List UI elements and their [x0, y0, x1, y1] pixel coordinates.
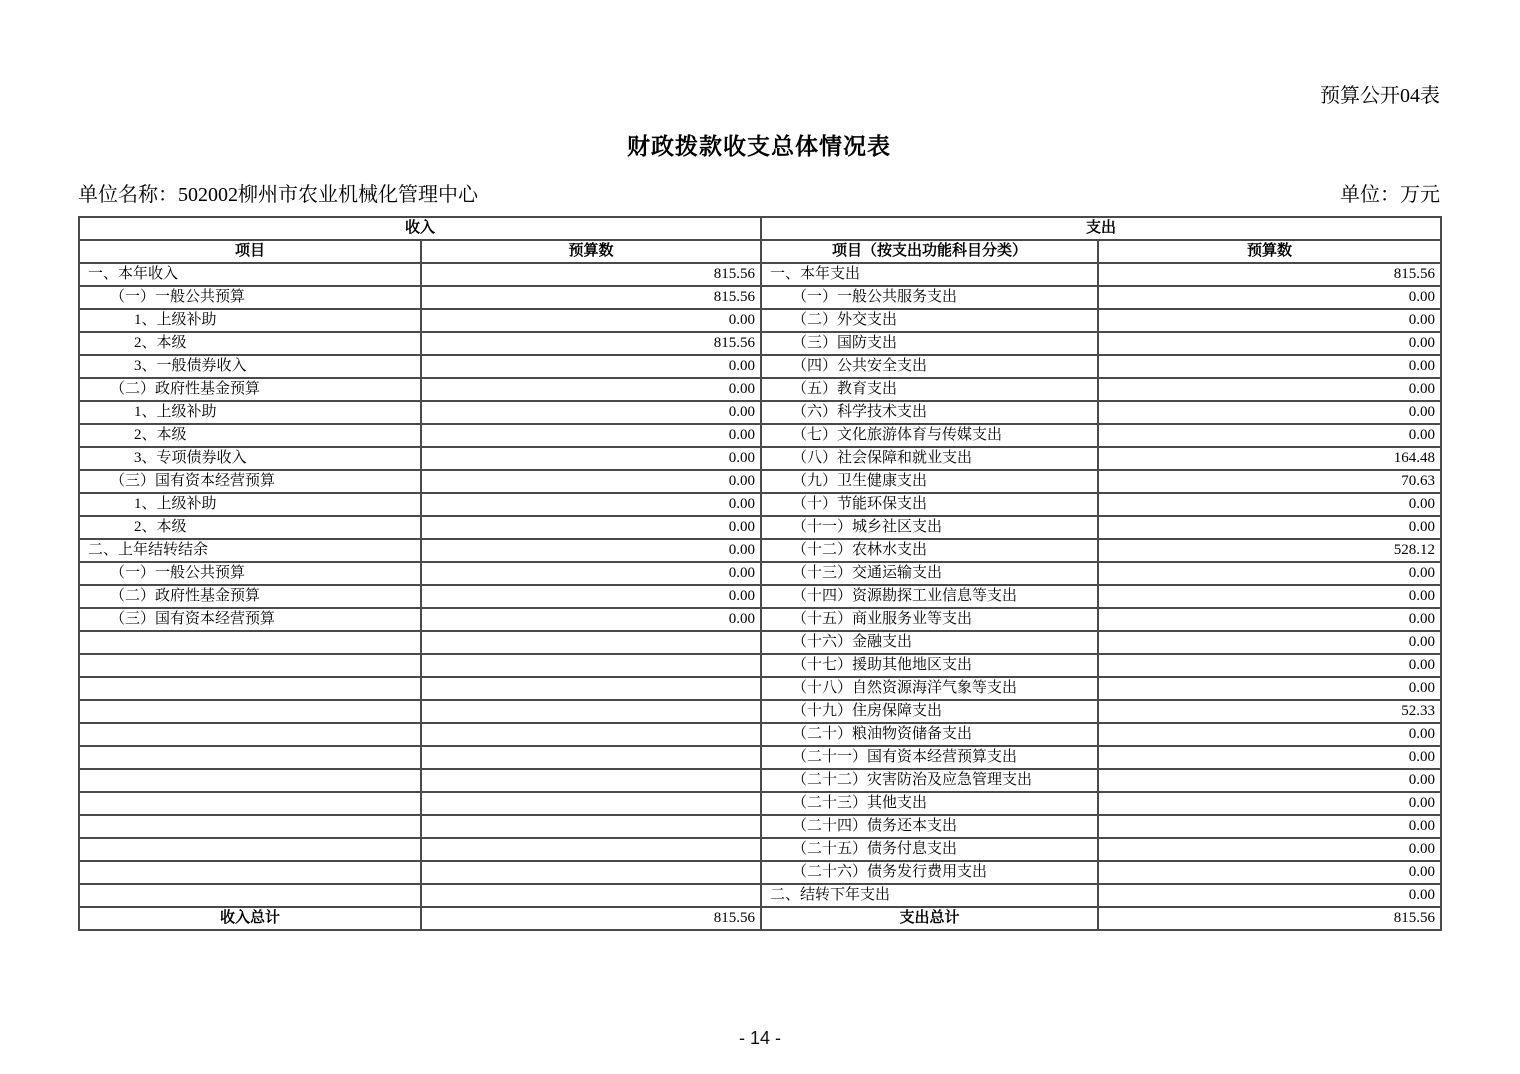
income-value-cell: 0.00: [421, 309, 761, 332]
expenditure-item-cell: （十八）自然资源海洋气象等支出: [761, 677, 1098, 700]
expenditure-item-column-header: 项目（按支出功能科目分类）: [761, 240, 1098, 263]
expenditure-item-cell: （二十）粮油物资储备支出: [761, 723, 1098, 746]
expenditure-value-cell: 0.00: [1098, 769, 1441, 792]
table-body: [79, 263, 1441, 907]
expenditure-value-cell: 0.00: [1098, 585, 1441, 608]
expenditure-item-cell: （七）文化旅游体育与传媒支出: [761, 424, 1098, 447]
page-title: 财政拨款收支总体情况表: [627, 134, 891, 159]
income-value-cell: 0.00: [421, 470, 761, 493]
expenditure-item-cell: （十三）交通运输支出: [761, 562, 1098, 585]
expenditure-value-cell: 0.00: [1098, 746, 1441, 769]
doc-label: 预算公开04表: [1320, 85, 1440, 107]
expenditure-value-cell: 815.56: [1098, 263, 1441, 286]
income-item-cell: [79, 723, 421, 746]
expenditure-item-cell: （一）一般公共服务支出: [761, 286, 1098, 309]
section-header-row: [79, 217, 1441, 240]
expenditure-item-cell: （二十三）其他支出: [761, 792, 1098, 815]
budget-table-header: [79, 217, 1441, 263]
expenditure-item-cell: （二十二）灾害防治及应急管理支出: [761, 769, 1098, 792]
table-row: [79, 286, 1441, 309]
expenditure-value-cell: 70.63: [1098, 470, 1441, 493]
expenditure-value-cell: 164.48: [1098, 447, 1441, 470]
table-row: [79, 884, 1441, 907]
income-value-cell: 0.00: [421, 424, 761, 447]
expenditure-value-cell: 0.00: [1098, 355, 1441, 378]
income-item-cell: 1、上级补助: [79, 401, 421, 424]
income-value-cell: 0.00: [421, 585, 761, 608]
expenditure-total-value: 815.56: [1098, 907, 1441, 930]
income-item-cell: [79, 631, 421, 654]
expenditure-value-cell: 0.00: [1098, 401, 1441, 424]
income-item-cell: 一、本年收入: [79, 263, 421, 286]
income-value-cell: [421, 723, 761, 746]
income-value-cell: [421, 631, 761, 654]
table-row: [79, 332, 1441, 355]
expenditure-item-cell: （十）节能环保支出: [761, 493, 1098, 516]
expenditure-value-cell: 52.33: [1098, 700, 1441, 723]
expenditure-value-cell: 528.12: [1098, 539, 1441, 562]
table-row: [79, 746, 1441, 769]
expenditure-value-cell: 0.00: [1098, 884, 1441, 907]
expenditure-value-cell: 0.00: [1098, 861, 1441, 884]
income-item-cell: [79, 700, 421, 723]
income-value-cell: 0.00: [421, 355, 761, 378]
expenditure-item-cell: （十二）农林水支出: [761, 539, 1098, 562]
expenditure-value-cell: 0.00: [1098, 792, 1441, 815]
income-value-cell: 0.00: [421, 378, 761, 401]
expenditure-value-cell: 0.00: [1098, 677, 1441, 700]
income-value-cell: 815.56: [421, 263, 761, 286]
income-value-cell: [421, 861, 761, 884]
income-item-cell: [79, 769, 421, 792]
page-number: - 14 -: [738, 1028, 781, 1048]
expenditure-item-cell: （五）教育支出: [761, 378, 1098, 401]
table-row: [79, 654, 1441, 677]
table-row: [79, 539, 1441, 562]
income-value-cell: 815.56: [421, 286, 761, 309]
table-row: [79, 815, 1441, 838]
income-item-cell: 2、本级: [79, 424, 421, 447]
expenditure-item-cell: （三）国防支出: [761, 332, 1098, 355]
income-total-value: 815.56: [421, 907, 761, 930]
expenditure-item-cell: （二十一）国有资本经营预算支出: [761, 746, 1098, 769]
income-item-cell: [79, 838, 421, 861]
income-value-cell: 0.00: [421, 516, 761, 539]
income-value-cell: 0.00: [421, 539, 761, 562]
table-row: [79, 378, 1441, 401]
income-item-cell: [79, 746, 421, 769]
income-value-cell: 815.56: [421, 332, 761, 355]
expenditure-value-cell: 0.00: [1098, 378, 1441, 401]
table-row: [79, 861, 1441, 884]
income-value-cell: [421, 654, 761, 677]
currency-unit-label: 单位：万元: [1340, 184, 1440, 206]
expenditure-item-cell: （十五）商业服务业等支出: [761, 608, 1098, 631]
income-item-cell: （一）一般公共预算: [79, 286, 421, 309]
income-item-cell: 3、一般债券收入: [79, 355, 421, 378]
income-item-cell: （三）国有资本经营预算: [79, 608, 421, 631]
table-row: [79, 723, 1441, 746]
income-item-cell: 3、专项债券收入: [79, 447, 421, 470]
income-value-cell: [421, 769, 761, 792]
expenditure-item-cell: 二、结转下年支出: [761, 884, 1098, 907]
income-item-column-header: 项目: [79, 240, 421, 263]
budget-table: [78, 216, 1442, 931]
income-item-cell: 2、本级: [79, 332, 421, 355]
expenditure-value-cell: 0.00: [1098, 815, 1441, 838]
expenditure-value-cell: 0.00: [1098, 493, 1441, 516]
income-item-cell: [79, 884, 421, 907]
table-row: [79, 516, 1441, 539]
total-row: [79, 907, 1441, 930]
table-row: [79, 838, 1441, 861]
income-item-cell: 二、上年结转结余: [79, 539, 421, 562]
table-row: [79, 562, 1441, 585]
income-total-label: 收入总计: [79, 907, 421, 930]
expenditure-item-cell: （九）卫生健康支出: [761, 470, 1098, 493]
income-item-cell: （二）政府性基金预算: [79, 585, 421, 608]
income-value-cell: [421, 677, 761, 700]
expenditure-total-label: 支出总计: [761, 907, 1098, 930]
expenditure-item-cell: （十七）援助其他地区支出: [761, 654, 1098, 677]
table-row: [79, 769, 1441, 792]
table-row: [79, 470, 1441, 493]
income-budget-column-header: 预算数: [421, 240, 761, 263]
income-value-cell: [421, 792, 761, 815]
expenditure-item-cell: 一、本年支出: [761, 263, 1098, 286]
expenditure-value-cell: 0.00: [1098, 838, 1441, 861]
income-item-cell: [79, 654, 421, 677]
table-row: [79, 355, 1441, 378]
table-row: [79, 309, 1441, 332]
expenditure-item-cell: （二）外交支出: [761, 309, 1098, 332]
expenditure-section-header: 支出: [761, 217, 1441, 240]
table-total-body: [79, 907, 1441, 930]
table-row: [79, 608, 1441, 631]
expenditure-value-cell: 0.00: [1098, 631, 1441, 654]
table-row: [79, 493, 1441, 516]
table-row: [79, 447, 1441, 470]
expenditure-value-cell: 0.00: [1098, 723, 1441, 746]
income-value-cell: 0.00: [421, 608, 761, 631]
expenditure-item-cell: （二十四）债务还本支出: [761, 815, 1098, 838]
expenditure-value-cell: 0.00: [1098, 516, 1441, 539]
expenditure-item-cell: （二十六）债务发行费用支出: [761, 861, 1098, 884]
table-row: [79, 263, 1441, 286]
table-row: [79, 401, 1441, 424]
expenditure-item-cell: （二十五）债务付息支出: [761, 838, 1098, 861]
table-row: [79, 424, 1441, 447]
unit-line: [78, 182, 1440, 208]
expenditure-value-cell: 0.00: [1098, 654, 1441, 677]
income-value-cell: 0.00: [421, 562, 761, 585]
expenditure-value-cell: 0.00: [1098, 562, 1441, 585]
income-value-cell: [421, 815, 761, 838]
income-value-cell: [421, 700, 761, 723]
expenditure-value-cell: 0.00: [1098, 608, 1441, 631]
income-value-cell: 0.00: [421, 493, 761, 516]
income-item-cell: （三）国有资本经营预算: [79, 470, 421, 493]
expenditure-value-cell: 0.00: [1098, 424, 1441, 447]
income-item-cell: [79, 792, 421, 815]
expenditure-item-cell: （六）科学技术支出: [761, 401, 1098, 424]
table-row: [79, 631, 1441, 654]
income-section-header: 收入: [79, 217, 761, 240]
expenditure-item-cell: （十一）城乡社区支出: [761, 516, 1098, 539]
unit-name-label: 单位名称：502002柳州市农业机械化管理中心: [78, 184, 478, 206]
expenditure-item-cell: （十九）住房保障支出: [761, 700, 1098, 723]
table-row: [79, 792, 1441, 815]
table-row: [79, 700, 1441, 723]
expenditure-item-cell: （十六）金融支出: [761, 631, 1098, 654]
income-item-cell: 1、上级补助: [79, 493, 421, 516]
income-value-cell: 0.00: [421, 401, 761, 424]
table-row: [79, 677, 1441, 700]
income-item-cell: [79, 861, 421, 884]
income-item-cell: [79, 677, 421, 700]
income-item-cell: （二）政府性基金预算: [79, 378, 421, 401]
expenditure-item-cell: （四）公共安全支出: [761, 355, 1098, 378]
expenditure-item-cell: （十四）资源勘探工业信息等支出: [761, 585, 1098, 608]
income-value-cell: 0.00: [421, 447, 761, 470]
expenditure-item-cell: （八）社会保障和就业支出: [761, 447, 1098, 470]
income-value-cell: [421, 838, 761, 861]
income-item-cell: [79, 815, 421, 838]
income-value-cell: [421, 884, 761, 907]
expenditure-value-cell: 0.00: [1098, 332, 1441, 355]
expenditure-budget-column-header: 预算数: [1098, 240, 1441, 263]
table-row: [79, 585, 1441, 608]
column-header-row: [79, 240, 1441, 263]
income-item-cell: （一）一般公共预算: [79, 562, 421, 585]
income-value-cell: [421, 746, 761, 769]
expenditure-value-cell: 0.00: [1098, 286, 1441, 309]
income-item-cell: 1、上级补助: [79, 309, 421, 332]
income-item-cell: 2、本级: [79, 516, 421, 539]
expenditure-value-cell: 0.00: [1098, 309, 1441, 332]
